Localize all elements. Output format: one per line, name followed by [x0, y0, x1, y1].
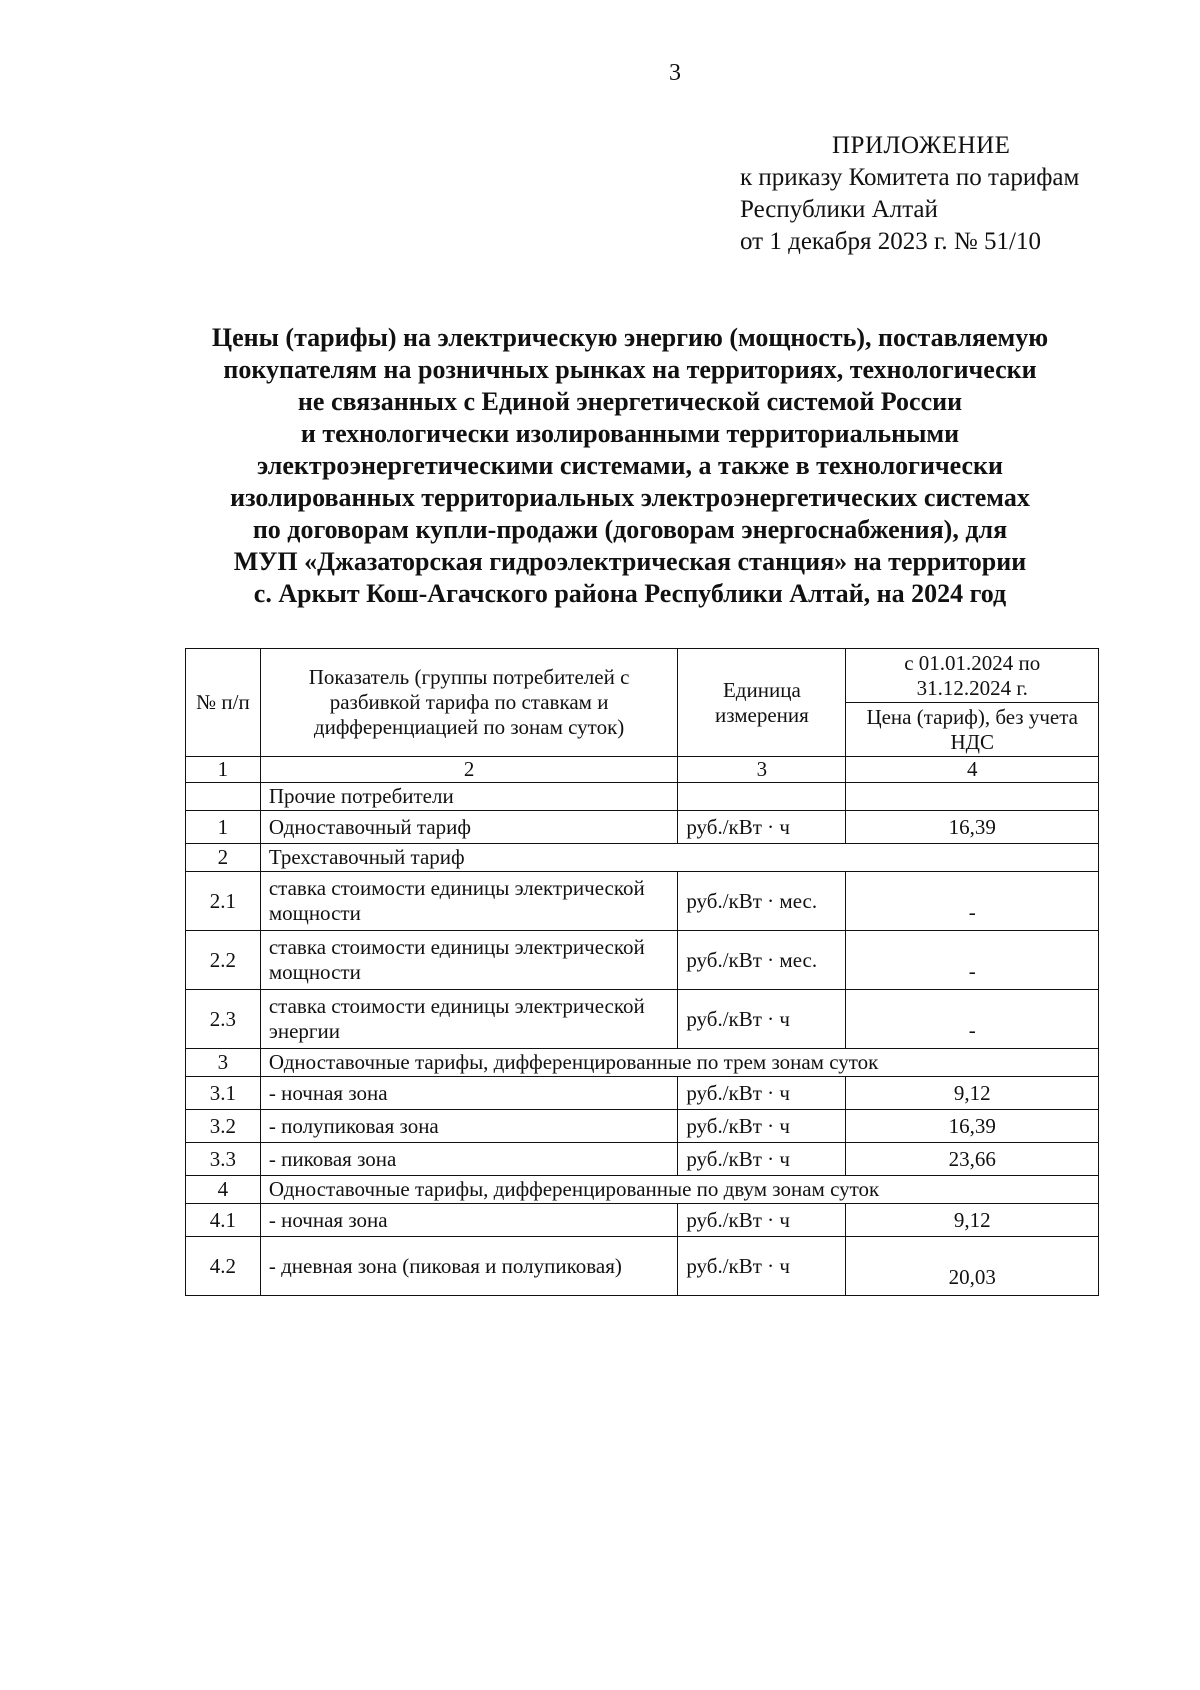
row-num: 2.3 [186, 990, 261, 1049]
title-line: и технологически изолированными территориальными [300, 419, 960, 448]
header-period: с 01.01.2024 по 31.12.2024 г. [846, 649, 1099, 703]
row-name: Одноставочные тарифы, дифференцированные по двум зонам суток [260, 1176, 1098, 1204]
row-name: Одноставочные тарифы, дифференцированные по трем зонам суток [260, 1049, 1098, 1077]
row-num: 3.2 [186, 1110, 261, 1143]
row-price: 16,39 [846, 1110, 1099, 1143]
table-row [186, 844, 1099, 872]
header-num: № п/п [186, 649, 261, 757]
row-unit: руб./кВт · ч [678, 1237, 846, 1296]
row-num: 2 [186, 844, 261, 872]
column-number-row [186, 757, 1099, 783]
row-name: Трехставочный тариф [260, 844, 1098, 872]
row-num: 2.1 [186, 872, 261, 931]
row-price: 9,12 [846, 1077, 1099, 1110]
row-num: 3.3 [186, 1143, 261, 1176]
row-price-cell [846, 1237, 1099, 1296]
tariff-table [185, 648, 1099, 1296]
row-num: 3.1 [186, 1077, 261, 1110]
row-price-cell [846, 931, 1099, 990]
row-unit: руб./кВт · ч [678, 1077, 846, 1110]
table-row [186, 1143, 1099, 1176]
table-row [186, 1049, 1099, 1077]
table-row [186, 1077, 1099, 1110]
row-price: 16,39 [846, 811, 1099, 844]
table-row [186, 1110, 1099, 1143]
row-unit: руб./кВт · ч [678, 1110, 846, 1143]
row-name: ставка стоимости единицы электрической энергии [260, 990, 677, 1049]
appendix-line: к приказу Комитета по тарифам [740, 164, 1080, 191]
title-line: МУП «Джазаторская гидроэлектрическая станция» на территории [233, 547, 1027, 576]
row-name: Прочие потребители [260, 783, 677, 811]
row-name: - ночная зона [260, 1204, 677, 1237]
column-number: 1 [186, 757, 261, 783]
header-unit: Единица измерения [678, 649, 846, 757]
row-price: - [968, 958, 976, 983]
column-number: 4 [846, 757, 1099, 783]
appendix-block [740, 130, 1079, 258]
table-row [186, 783, 1099, 811]
row-price-cell [846, 872, 1099, 931]
appendix-title: ПРИЛОЖЕНИЕ [832, 132, 1011, 159]
row-num: 4 [186, 1176, 261, 1204]
title-line: Цены (тарифы) на электрическую энергию (мощность), поставляемую [211, 323, 1049, 352]
appendix-line: от 1 декабря 2023 г. № 51/10 [740, 228, 1041, 255]
row-price: 23,66 [846, 1143, 1099, 1176]
row-unit: руб./кВт · ч [678, 1204, 846, 1237]
row-price [846, 783, 1099, 811]
row-price: - [968, 1017, 976, 1042]
row-num [186, 783, 261, 811]
row-name: ставка стоимости единицы электрической мощности [260, 872, 677, 931]
row-num: 2.2 [186, 931, 261, 990]
title-line: электроэнергетическими системами, а также в технологически [256, 451, 1003, 480]
row-num: 3 [186, 1049, 261, 1077]
table-header-row [186, 649, 1099, 703]
row-unit: руб./кВт · ч [678, 990, 846, 1049]
table-row [186, 931, 1099, 990]
row-name: ставка стоимости единицы электрической мощности [260, 931, 677, 990]
table-row [186, 872, 1099, 931]
row-unit: руб./кВт · мес. [678, 931, 846, 990]
row-num: 4.1 [186, 1204, 261, 1237]
table-row [186, 990, 1099, 1049]
row-name: - пиковая зона [260, 1143, 677, 1176]
row-num: 4.2 [186, 1237, 261, 1296]
column-number: 2 [260, 757, 677, 783]
row-unit: руб./кВт · ч [678, 1143, 846, 1176]
appendix-line: Республики Алтай [740, 196, 938, 223]
row-name: - полупиковая зона [260, 1110, 677, 1143]
table-row [186, 1204, 1099, 1237]
row-price: - [968, 899, 976, 924]
row-unit: руб./кВт · ч [678, 811, 846, 844]
row-name: - ночная зона [260, 1077, 677, 1110]
table-row [186, 1176, 1099, 1204]
title-line: изолированных территориальных электроэнергетических системах [230, 483, 1030, 512]
document-title [150, 322, 1110, 610]
title-line: покупателям на розничных рынках на территориях, технологически [223, 355, 1037, 384]
row-price-cell [846, 990, 1099, 1049]
row-price: 20,03 [948, 1264, 996, 1289]
header-price: Цена (тариф), без учета НДС [846, 703, 1099, 757]
page-number: 3 [669, 60, 681, 86]
row-unit [678, 783, 846, 811]
title-line: не связанных с Единой энергетической системой России [297, 387, 963, 416]
title-line: по договорам купли-продажи (договорам энергоснабжения), для [252, 515, 1008, 544]
column-number: 3 [678, 757, 846, 783]
row-unit: руб./кВт · мес. [678, 872, 846, 931]
header-indicator: Показатель (группы потребителей с разбивкой тарифа по ставкам и дифференциацией по зонам суток) [260, 649, 677, 757]
table-row [186, 1237, 1099, 1296]
row-name: - дневная зона (пиковая и полупиковая) [260, 1237, 677, 1296]
table-row [186, 811, 1099, 844]
title-line: с. Аркыт Кош-Агачского района Республики Алтай, на 2024 год [253, 579, 1007, 608]
row-name: Одноставочный тариф [260, 811, 677, 844]
row-num: 1 [186, 811, 261, 844]
row-price: 9,12 [846, 1204, 1099, 1237]
